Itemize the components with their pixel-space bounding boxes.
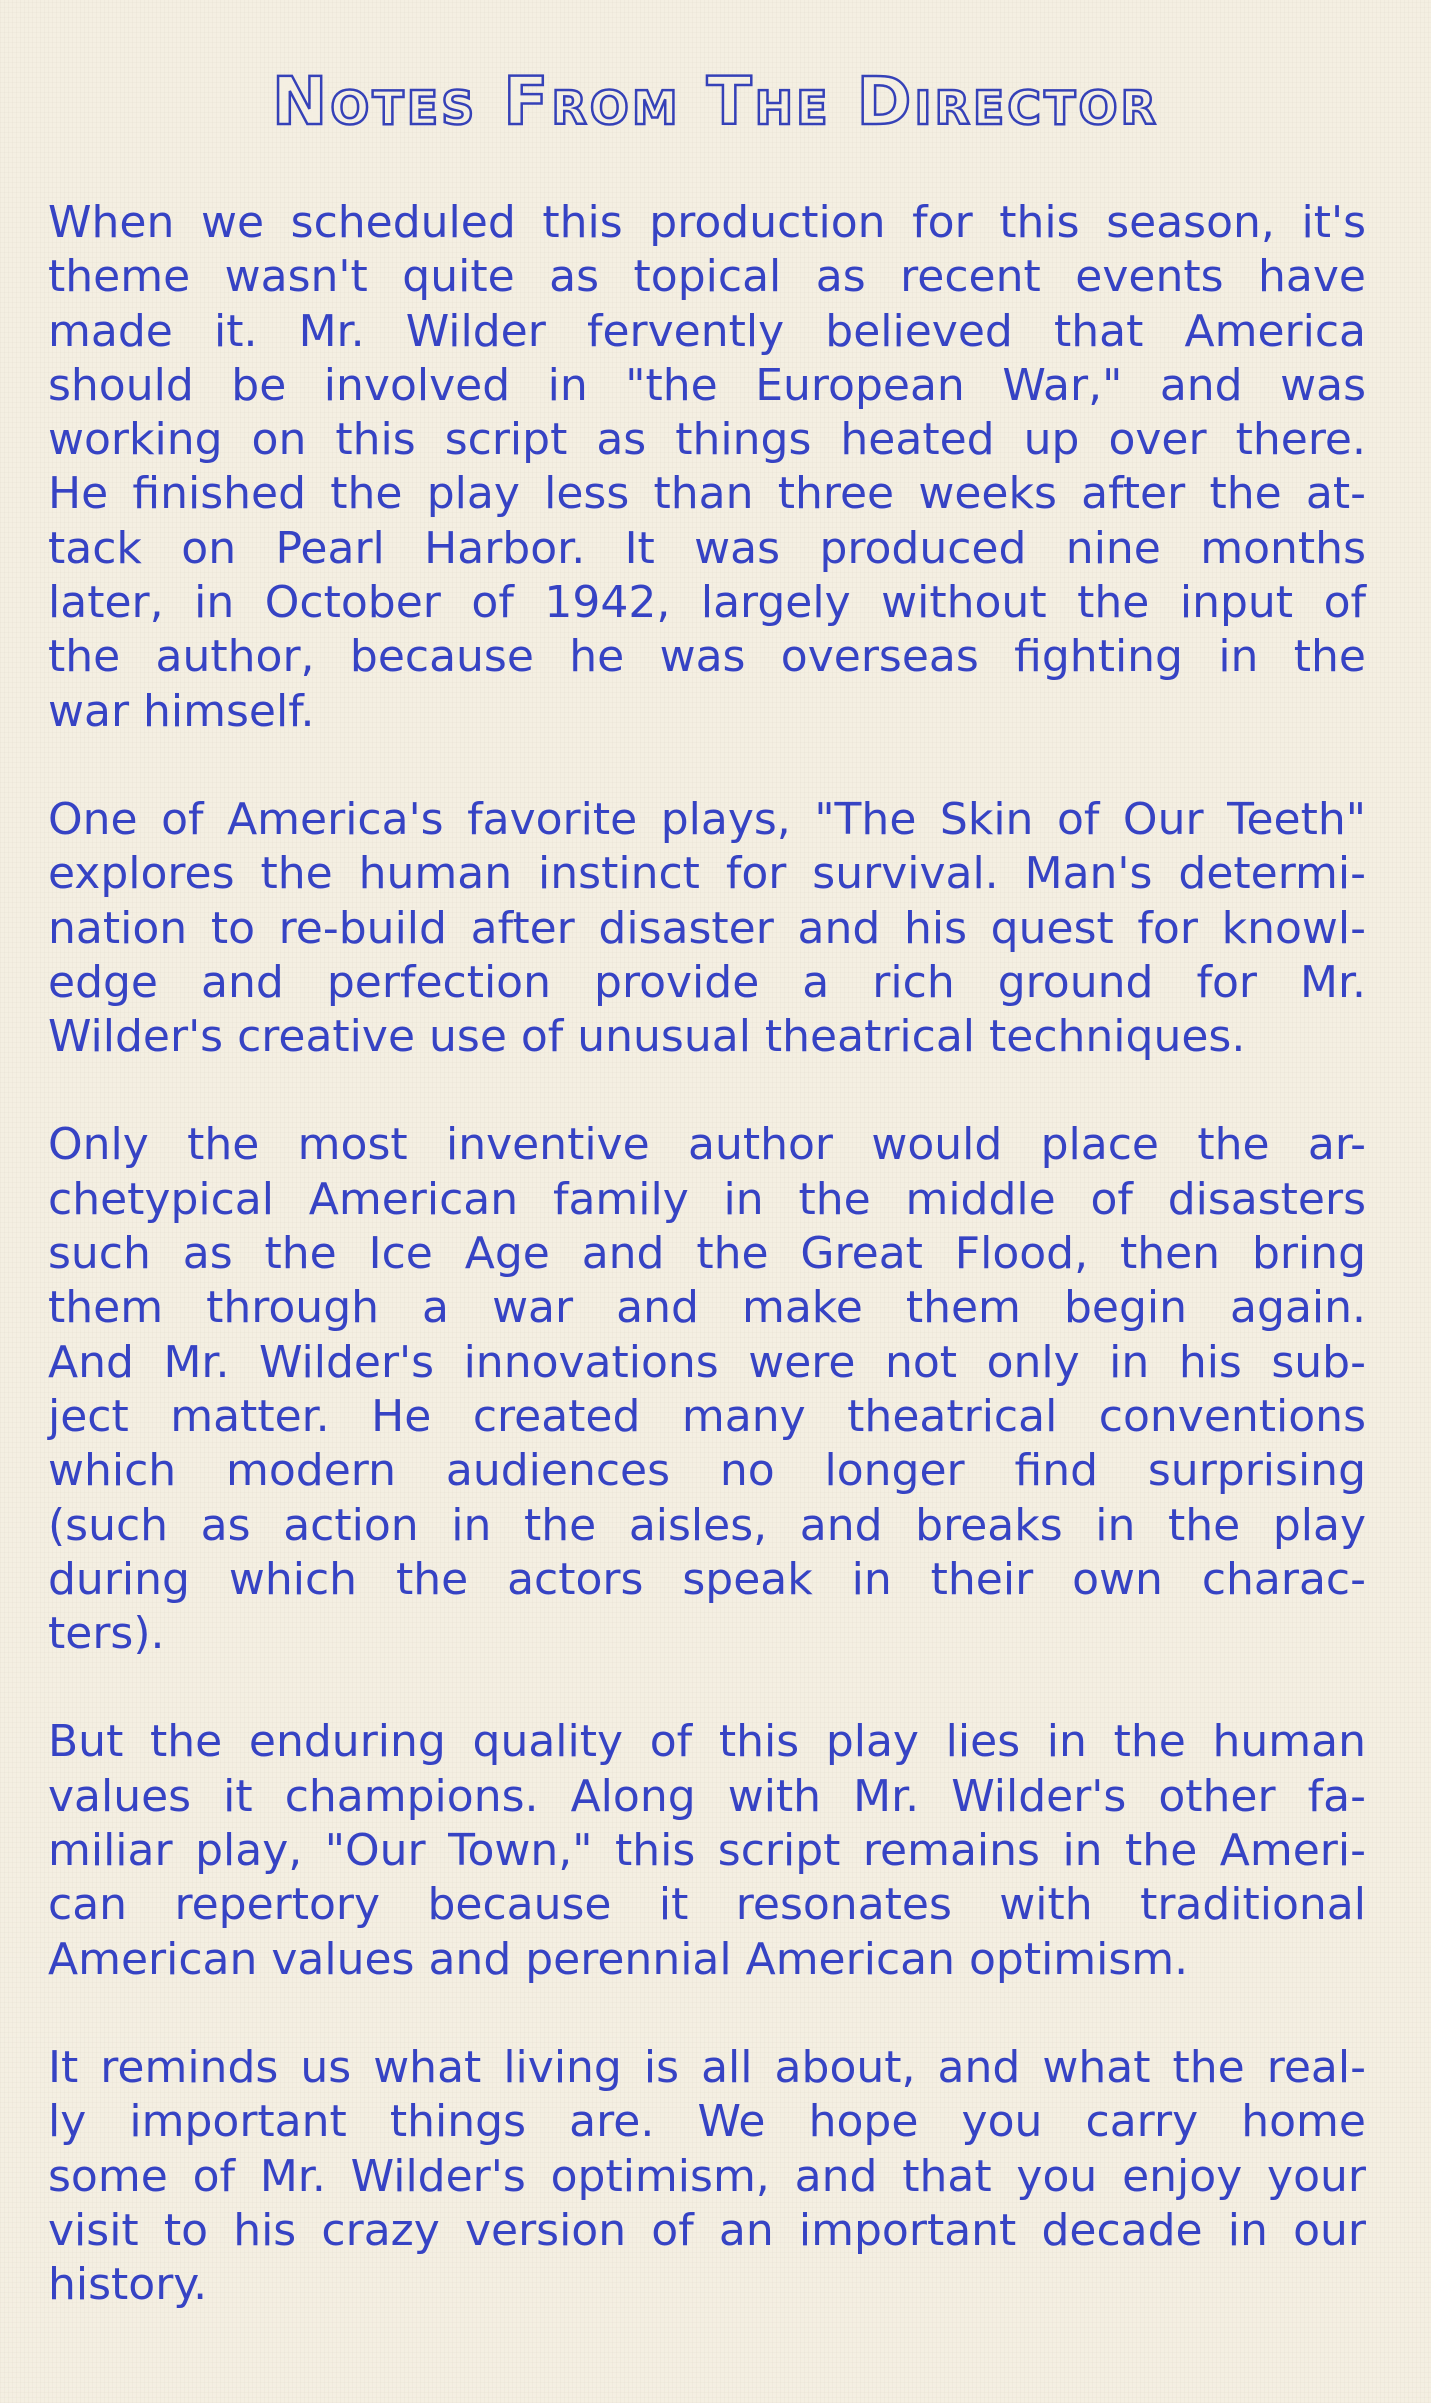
- text-line: some of Mr. Wilder's optimism, and that you enjoy your: [48, 2150, 1366, 2202]
- text-line: Wilder's creative use of unusual theatrical techniques.: [48, 1011, 1246, 1063]
- paragraph-2: [48, 793, 1366, 1064]
- text-line: visit to his crazy version of an important decade in our: [48, 2204, 1366, 2256]
- text-line: But the enduring quality of this play lies in the human: [48, 1716, 1366, 1768]
- text-line: tack on Pearl Harbor. It was produced nine months: [48, 522, 1366, 574]
- text-line: miliar play, "Our Town," this script remains in the Ameri-: [48, 1825, 1366, 1877]
- text-line: history.: [48, 2259, 208, 2311]
- text-line: theme wasn't quite as topical as recent events have: [48, 251, 1366, 303]
- page-title: Notes From The Director: [272, 63, 1159, 140]
- text-line: values it champions. Along with Mr. Wilder's other fa-: [48, 1770, 1366, 1822]
- text-line: ly important things are. We hope you carry home: [48, 2096, 1366, 2148]
- text-line: When we scheduled this production for this season, it's: [48, 197, 1366, 248]
- text-line: (such as action in the aisles, and breaks in the play: [48, 1499, 1366, 1551]
- text-line: war himself.: [48, 685, 315, 737]
- text-line: He finished the play less than three weeks after the at-: [48, 468, 1366, 520]
- paragraph-5: [48, 2041, 1366, 2312]
- text-line: such as the Ice Age and the Great Flood, then bring: [48, 1228, 1366, 1280]
- paragraph-3: [48, 1118, 1366, 1661]
- notes-body: [48, 196, 1366, 2366]
- text-line: edge and perfection provide a rich ground for Mr.: [48, 956, 1366, 1008]
- text-line: ject matter. He created many theatrical conventions: [48, 1390, 1366, 1442]
- text-line: should be involved in "the European War," and was: [48, 359, 1366, 411]
- text-line: explores the human instinct for survival. Man's determi-: [48, 848, 1366, 900]
- text-line: the author, because he was overseas fighting in the: [48, 631, 1366, 683]
- text-line: them through a war and make them begin again.: [48, 1282, 1366, 1334]
- paragraph-1: [48, 196, 1366, 739]
- text-line: chetypical American family in the middle of disasters: [48, 1173, 1366, 1225]
- text-line: which modern audiences no longer find surprising: [48, 1445, 1366, 1497]
- text-line: Only the most inventive author would place the ar-: [48, 1119, 1366, 1171]
- text-line: One of America's favorite plays, "The Skin of Our Teeth": [48, 793, 1366, 845]
- text-line: working on this script as things heated up over there.: [48, 414, 1366, 466]
- text-line: during which the actors speak in their own charac-: [48, 1553, 1366, 1605]
- text-line: nation to re-build after disaster and his quest for knowl-: [48, 902, 1366, 954]
- paragraph-4: [48, 1715, 1366, 1986]
- text-line: American values and perennial American optimism.: [48, 1933, 1189, 1985]
- text-line: made it. Mr. Wilder fervently believed that America: [48, 305, 1366, 357]
- text-line: ters).: [48, 1608, 165, 1660]
- text-line: can repertory because it resonates with traditional: [48, 1879, 1366, 1931]
- text-line: It reminds us what living is all about, and what the real-: [48, 2041, 1366, 2093]
- text-line: later, in October of 1942, largely without the input of: [48, 577, 1366, 629]
- text-line: And Mr. Wilder's innovations were not only in his sub-: [48, 1336, 1366, 1388]
